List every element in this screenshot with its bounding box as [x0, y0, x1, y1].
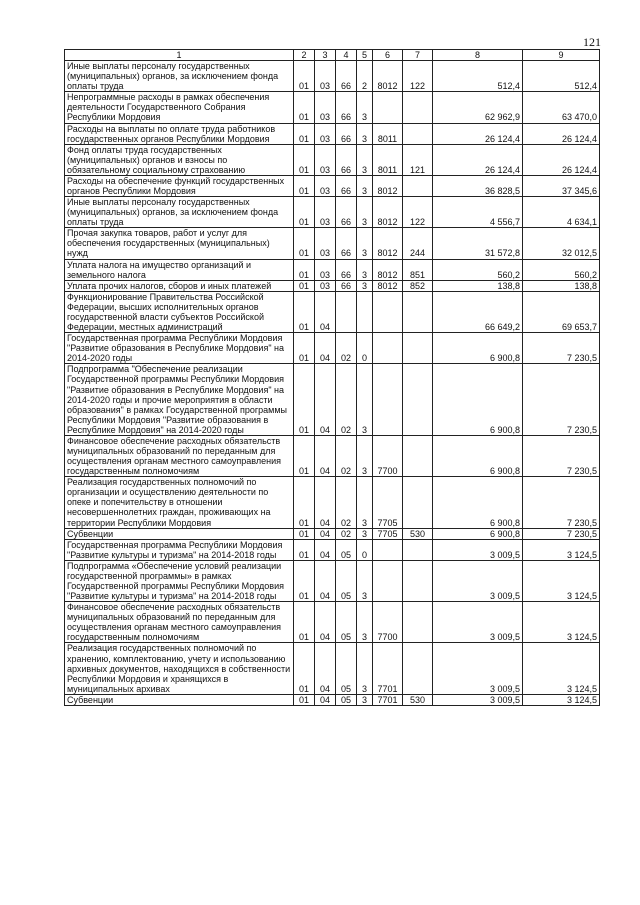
row-name-cell: Государственная программа Республики Мордовия "Развитие культуры и туризма" на 2014-2018 годы: [65, 539, 294, 560]
row-value-cell: 03: [315, 280, 336, 291]
row-value-cell: 122: [403, 197, 433, 228]
table-row: [65, 539, 600, 560]
row-value-cell: 3: [357, 123, 373, 144]
row-value-cell: 3 124,5: [523, 560, 600, 601]
row-value-cell: 3: [357, 197, 373, 228]
row-value-cell: 01: [294, 477, 315, 528]
row-value-cell: 66: [336, 259, 357, 280]
row-value-cell: 04: [315, 560, 336, 601]
row-name-cell: Финансовое обеспечение расходных обязательств муниципальных образований по переданным для осуществления органам местного самоуправления государственным полномочиям: [65, 602, 294, 643]
row-value-cell: 03: [315, 175, 336, 196]
row-name-cell: Расходы на выплаты по оплате труда работников государственных органов Республики Мордовия: [65, 123, 294, 144]
row-value-cell: 02: [336, 435, 357, 476]
row-value-cell: 01: [294, 280, 315, 291]
table-row: [65, 435, 600, 476]
table-row: [65, 560, 600, 601]
row-name-cell: Реализация государственных полномочий по хранению, комплектованию, учету и использованию архивных документов, находящихся в собственности Республики Мордовия и хранящихся в муниципальных архивах: [65, 643, 294, 694]
row-value-cell: 2: [357, 61, 373, 92]
table-row: [65, 333, 600, 364]
table-row: [65, 694, 600, 705]
row-value-cell: 3: [357, 92, 373, 123]
row-value-cell: [373, 560, 403, 601]
row-value-cell: 7 230,5: [523, 477, 600, 528]
row-value-cell: 26 124,4: [523, 144, 600, 175]
table-row: [65, 602, 600, 643]
row-value-cell: 7 230,5: [523, 528, 600, 539]
row-value-cell: 3 009,5: [433, 602, 523, 643]
row-value-cell: [403, 92, 433, 123]
row-value-cell: 04: [315, 643, 336, 694]
row-value-cell: 3 009,5: [433, 643, 523, 694]
row-value-cell: [373, 92, 403, 123]
row-value-cell: 560,2: [523, 259, 600, 280]
row-value-cell: 05: [336, 539, 357, 560]
row-value-cell: 66: [336, 175, 357, 196]
row-value-cell: 3: [357, 643, 373, 694]
row-value-cell: 8011: [373, 144, 403, 175]
row-value-cell: [403, 643, 433, 694]
row-value-cell: 3: [357, 364, 373, 436]
row-value-cell: 66 649,2: [433, 291, 523, 332]
row-value-cell: 3: [357, 694, 373, 705]
row-value-cell: 3: [357, 602, 373, 643]
row-value-cell: 6 900,8: [433, 364, 523, 436]
row-value-cell: 26 124,4: [433, 144, 523, 175]
row-value-cell: [336, 291, 357, 332]
row-value-cell: 66: [336, 144, 357, 175]
table-row: [65, 61, 600, 92]
row-value-cell: 01: [294, 333, 315, 364]
row-name-cell: Субвенции: [65, 694, 294, 705]
row-value-cell: 7705: [373, 528, 403, 539]
table-row: [65, 197, 600, 228]
row-value-cell: 02: [336, 333, 357, 364]
row-value-cell: 03: [315, 123, 336, 144]
row-value-cell: 62 962,9: [433, 92, 523, 123]
column-header: 7: [403, 50, 433, 61]
row-value-cell: [403, 123, 433, 144]
row-value-cell: 03: [315, 259, 336, 280]
row-name-cell: Иные выплаты персоналу государственных (муниципальных) органов, за исключением фонда оплаты труда: [65, 197, 294, 228]
row-value-cell: 04: [315, 602, 336, 643]
row-value-cell: 8012: [373, 175, 403, 196]
row-value-cell: 66: [336, 92, 357, 123]
table-row: [65, 144, 600, 175]
row-value-cell: 851: [403, 259, 433, 280]
row-value-cell: 8012: [373, 61, 403, 92]
row-value-cell: 03: [315, 144, 336, 175]
row-value-cell: 31 572,8: [433, 228, 523, 259]
row-value-cell: 04: [315, 539, 336, 560]
row-value-cell: 8011: [373, 123, 403, 144]
row-name-cell: Фонд оплаты труда государственных (муниципальных) органов и взносы по обязательному социальному страхованию: [65, 144, 294, 175]
row-value-cell: 3: [357, 259, 373, 280]
row-value-cell: 3 009,5: [433, 539, 523, 560]
row-name-cell: Иные выплаты персоналу государственных (муниципальных) органов, за исключением фонда оплаты труда: [65, 61, 294, 92]
column-header: 9: [523, 50, 600, 61]
row-name-cell: Прочая закупка товаров, работ и услуг для обеспечения государственных (муниципальных) нужд: [65, 228, 294, 259]
row-value-cell: [403, 291, 433, 332]
table-row: [65, 643, 600, 694]
row-value-cell: 530: [403, 528, 433, 539]
row-value-cell: 7705: [373, 477, 403, 528]
row-value-cell: [403, 175, 433, 196]
row-value-cell: 121: [403, 144, 433, 175]
row-value-cell: 01: [294, 364, 315, 436]
row-value-cell: 01: [294, 92, 315, 123]
table-row: [65, 291, 600, 332]
row-value-cell: 4 556,7: [433, 197, 523, 228]
column-header: 2: [294, 50, 315, 61]
row-value-cell: 26 124,4: [523, 123, 600, 144]
row-value-cell: 6 900,8: [433, 477, 523, 528]
row-value-cell: 122: [403, 61, 433, 92]
row-value-cell: 8012: [373, 280, 403, 291]
row-name-cell: Уплата прочих налогов, сборов и иных платежей: [65, 280, 294, 291]
column-header: 6: [373, 50, 403, 61]
row-value-cell: 04: [315, 291, 336, 332]
table-row: [65, 364, 600, 436]
row-value-cell: 02: [336, 477, 357, 528]
row-value-cell: 6 900,8: [433, 435, 523, 476]
row-name-cell: Государственная программа Республики Мордовия "Развитие образования в Республике Мордовия" на 2014-2020 годы: [65, 333, 294, 364]
row-value-cell: 01: [294, 539, 315, 560]
row-value-cell: 66: [336, 228, 357, 259]
row-value-cell: 03: [315, 228, 336, 259]
table-row: [65, 228, 600, 259]
row-value-cell: 3 124,5: [523, 602, 600, 643]
row-value-cell: 7 230,5: [523, 364, 600, 436]
row-value-cell: 66: [336, 197, 357, 228]
table-row: [65, 477, 600, 528]
row-value-cell: 7700: [373, 435, 403, 476]
row-value-cell: 03: [315, 92, 336, 123]
row-name-cell: Уплата налога на имущество организаций и земельного налога: [65, 259, 294, 280]
row-value-cell: [403, 333, 433, 364]
row-value-cell: 05: [336, 643, 357, 694]
column-header: 4: [336, 50, 357, 61]
row-value-cell: 6 900,8: [433, 528, 523, 539]
row-value-cell: 7701: [373, 694, 403, 705]
row-value-cell: 8012: [373, 197, 403, 228]
budget-table: [64, 49, 600, 706]
row-value-cell: 01: [294, 291, 315, 332]
row-value-cell: 3: [357, 144, 373, 175]
row-value-cell: [373, 291, 403, 332]
row-value-cell: 512,4: [433, 61, 523, 92]
row-value-cell: 7 230,5: [523, 333, 600, 364]
row-value-cell: 8012: [373, 228, 403, 259]
row-value-cell: 7 230,5: [523, 435, 600, 476]
row-value-cell: 05: [336, 602, 357, 643]
row-value-cell: 3: [357, 435, 373, 476]
row-value-cell: 3 009,5: [433, 560, 523, 601]
row-value-cell: 3: [357, 528, 373, 539]
row-value-cell: 512,4: [523, 61, 600, 92]
row-name-cell: Реализация государственных полномочий по организации и осуществлению деятельности по опеке и попечительству в отношении несовершеннолетних граждан, проживающих на территории Республики Мордовия: [65, 477, 294, 528]
row-name-cell: Подпрограмма «Обеспечение условий реализации государственной программы» в рамках Государственной программы Республики Мордовия "Развитие культуры и туризма" на 2014-2018 годы: [65, 560, 294, 601]
row-value-cell: 7701: [373, 643, 403, 694]
row-value-cell: 01: [294, 144, 315, 175]
row-value-cell: 66: [336, 123, 357, 144]
row-name-cell: Функционирование Правительства Российской Федерации, высших исполнительных органов государственной власти субъектов Российской Федерации, местных администраций: [65, 291, 294, 332]
row-value-cell: 3 124,5: [523, 539, 600, 560]
row-value-cell: [373, 364, 403, 436]
table-row: [65, 92, 600, 123]
table-row: [65, 175, 600, 196]
row-value-cell: 852: [403, 280, 433, 291]
row-value-cell: 01: [294, 259, 315, 280]
row-value-cell: 3: [357, 175, 373, 196]
row-value-cell: 7700: [373, 602, 403, 643]
row-value-cell: 3: [357, 228, 373, 259]
row-name-cell: Непрограммные расходы в рамках обеспечения деятельности Государственного Собрания Республики Мордовия: [65, 92, 294, 123]
row-value-cell: 26 124,4: [433, 123, 523, 144]
table-row: [65, 280, 600, 291]
table-body: [65, 61, 600, 706]
row-value-cell: 01: [294, 528, 315, 539]
row-value-cell: 3: [357, 560, 373, 601]
row-value-cell: 01: [294, 197, 315, 228]
row-value-cell: 01: [294, 643, 315, 694]
row-value-cell: [373, 539, 403, 560]
row-value-cell: 8012: [373, 259, 403, 280]
row-value-cell: [403, 435, 433, 476]
column-header: 1: [65, 50, 294, 61]
row-value-cell: 01: [294, 175, 315, 196]
row-name-cell: Подпрограмма "Обеспечение реализации Государственной программы Республики Мордовия "Развитие образования в Республике Мордовия" на 2014-2020 годы и прочие мероприятия в области образования" в рамках Государственной программы Республики Мордовия "Развитие образования в Республике Мордовия" на 2014-2020 годы: [65, 364, 294, 436]
row-value-cell: 05: [336, 694, 357, 705]
row-value-cell: [403, 477, 433, 528]
row-value-cell: 02: [336, 364, 357, 436]
row-value-cell: 37 345,6: [523, 175, 600, 196]
row-value-cell: [373, 333, 403, 364]
header-row: [65, 50, 600, 61]
row-value-cell: 4 634,1: [523, 197, 600, 228]
column-header: 3: [315, 50, 336, 61]
row-value-cell: 05: [336, 560, 357, 601]
row-value-cell: 0: [357, 333, 373, 364]
row-name-cell: Субвенции: [65, 528, 294, 539]
row-value-cell: [403, 539, 433, 560]
row-value-cell: 138,8: [523, 280, 600, 291]
row-value-cell: 01: [294, 228, 315, 259]
row-value-cell: 03: [315, 61, 336, 92]
row-value-cell: 3 009,5: [433, 694, 523, 705]
row-value-cell: 66: [336, 61, 357, 92]
row-value-cell: 0: [357, 539, 373, 560]
column-header: 5: [357, 50, 373, 61]
row-value-cell: 560,2: [433, 259, 523, 280]
row-value-cell: 66: [336, 280, 357, 291]
row-value-cell: 01: [294, 694, 315, 705]
row-value-cell: 04: [315, 435, 336, 476]
row-value-cell: 3: [357, 477, 373, 528]
table-row: [65, 259, 600, 280]
row-name-cell: Расходы на обеспечение функций государственных органов Республики Мордовия: [65, 175, 294, 196]
row-value-cell: 3 124,5: [523, 643, 600, 694]
row-value-cell: 36 828,5: [433, 175, 523, 196]
row-value-cell: 04: [315, 333, 336, 364]
row-value-cell: [357, 291, 373, 332]
row-value-cell: 32 012,5: [523, 228, 600, 259]
row-value-cell: 01: [294, 435, 315, 476]
row-value-cell: 3 124,5: [523, 694, 600, 705]
row-value-cell: 3: [357, 280, 373, 291]
row-value-cell: 244: [403, 228, 433, 259]
page-number: 121: [583, 35, 601, 49]
row-value-cell: [403, 602, 433, 643]
row-value-cell: 01: [294, 61, 315, 92]
row-value-cell: 04: [315, 477, 336, 528]
row-value-cell: [403, 364, 433, 436]
row-value-cell: 02: [336, 528, 357, 539]
row-value-cell: 01: [294, 560, 315, 601]
row-value-cell: 138,8: [433, 280, 523, 291]
row-value-cell: 01: [294, 123, 315, 144]
row-value-cell: 6 900,8: [433, 333, 523, 364]
row-value-cell: 04: [315, 528, 336, 539]
row-value-cell: 63 470,0: [523, 92, 600, 123]
table-row: [65, 123, 600, 144]
row-value-cell: 04: [315, 694, 336, 705]
row-value-cell: 03: [315, 197, 336, 228]
table-row: [65, 528, 600, 539]
row-value-cell: [403, 560, 433, 601]
row-value-cell: 01: [294, 602, 315, 643]
row-value-cell: 530: [403, 694, 433, 705]
row-value-cell: 69 653,7: [523, 291, 600, 332]
column-header: 8: [433, 50, 523, 61]
row-name-cell: Финансовое обеспечение расходных обязательств муниципальных образований по переданным для осуществления органам местного самоуправления государственным полномочиям: [65, 435, 294, 476]
row-value-cell: 04: [315, 364, 336, 436]
